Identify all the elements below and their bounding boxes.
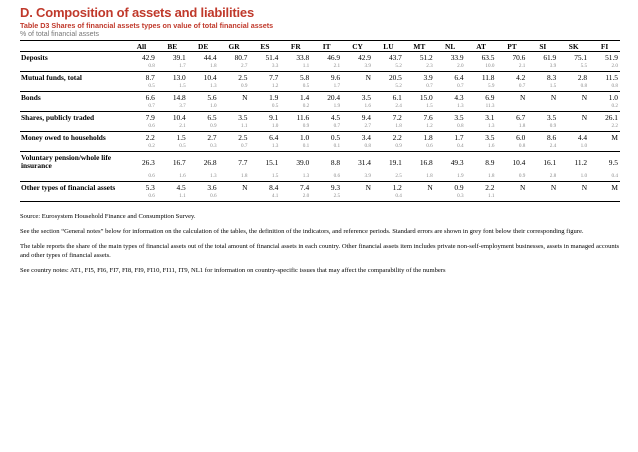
value-cell: N <box>550 182 557 192</box>
value-cell: 3.5 <box>485 132 495 142</box>
row-label: Bonds <box>21 92 41 102</box>
standard-error-cell: 0.6 <box>404 142 435 152</box>
value-cell: 61.9 <box>543 52 557 62</box>
value-cell: 9.6 <box>330 72 341 82</box>
standard-error-cell: 11.3 <box>466 102 497 112</box>
value-cell: 4.3 <box>454 92 464 102</box>
standard-error-cell: 0.8 <box>126 62 157 72</box>
row-label: Shares, publicly traded <box>21 112 95 122</box>
value-cell: 1.9 <box>269 92 279 102</box>
value-cell: 5.8 <box>300 72 310 82</box>
standard-error-cell <box>527 102 558 112</box>
value-cell: 31.4 <box>358 157 371 167</box>
standard-error-cell: 1.1 <box>280 62 311 72</box>
standard-error-cell: 1.6 <box>342 102 373 112</box>
standard-error-cell <box>527 192 558 202</box>
unit-label: % of total financial assets <box>20 31 99 38</box>
standard-error-cell: 0.1 <box>311 142 342 152</box>
column-header: CY <box>342 41 373 52</box>
value-cell: 7.2 <box>392 112 402 122</box>
standard-error-cell: 1.3 <box>188 82 219 92</box>
value-cell: 33.9 <box>450 52 464 62</box>
standard-error-cell: 1.0 <box>558 142 589 152</box>
standard-error-cell <box>497 192 528 202</box>
standard-error-cell <box>219 102 250 112</box>
standard-error-cell: 0.6 <box>126 172 157 182</box>
value-cell: 44.4 <box>203 52 217 62</box>
value-cell: 7.7 <box>269 72 279 82</box>
value-cell: N <box>520 182 526 192</box>
standard-error-cell: 0.5 <box>250 102 281 112</box>
se-label-cell <box>20 62 126 72</box>
table-description-note: The table reports the share of the main types of financial assets out of the total amount of financial assets in each country. Other financial assets item includes private non-self-employment businesses, assets in managed accounts and other types of financial assets. <box>20 243 620 259</box>
standard-error-cell: 10.0 <box>466 62 497 72</box>
standard-error-cell: 0.8 <box>558 82 589 92</box>
value-cell: 63.5 <box>481 52 495 62</box>
standard-error-cell <box>342 192 373 202</box>
source-note: Source: Eurosystem Household Finance and Consumption Survey. <box>20 213 196 220</box>
value-cell: 3.5 <box>454 112 464 122</box>
standard-error-cell: 1.5 <box>404 102 435 112</box>
value-cell: 19.1 <box>388 157 402 167</box>
standard-error-cell: 2.4 <box>527 142 558 152</box>
value-cell: 3.4 <box>361 132 371 142</box>
value-cell: 1.4 <box>300 92 310 102</box>
standard-error-cell: 2.2 <box>589 122 620 132</box>
standard-error-cell: 2.8 <box>527 172 558 182</box>
standard-error-cell: 0.6 <box>126 192 157 202</box>
standard-error-cell <box>589 192 620 202</box>
table-row <box>20 182 620 193</box>
column-header: DE <box>188 41 219 52</box>
standard-error-cell: 1.8 <box>188 62 219 72</box>
standard-error-cell: 0.9 <box>188 122 219 132</box>
standard-error-cell: 2.1 <box>157 122 188 132</box>
standard-error-cell: 1.3 <box>188 172 219 182</box>
standard-error-cell: 1.5 <box>527 82 558 92</box>
standard-error-cell: 3.9 <box>527 62 558 72</box>
value-cell: 1.2 <box>392 182 402 192</box>
value-cell: 51.2 <box>419 52 433 62</box>
value-cell: 10.4 <box>172 112 186 122</box>
standard-error-cell: 0.6 <box>126 122 157 132</box>
standard-error-cell: 0.6 <box>188 192 219 202</box>
value-cell: 6.0 <box>516 132 526 142</box>
value-cell: 1.0 <box>608 92 618 102</box>
standard-error-cell: 2.1 <box>497 62 528 72</box>
value-cell: 7.6 <box>423 112 433 122</box>
standard-error-cell: 5.9 <box>466 82 497 92</box>
value-cell: 16.8 <box>419 157 433 167</box>
standard-error-cell: 0.7 <box>311 122 342 132</box>
standard-error-cell: 1.6 <box>157 172 188 182</box>
value-cell: 1.8 <box>423 132 433 142</box>
column-header: All <box>126 41 157 52</box>
value-cell: 6.4 <box>269 132 279 142</box>
standard-error-cell: 3.3 <box>250 62 281 72</box>
standard-error-cell: 1.8 <box>219 172 250 182</box>
value-cell: 2.8 <box>577 72 588 82</box>
standard-error-cell: 1.1 <box>219 122 250 132</box>
standard-error-cell: 0.9 <box>280 122 311 132</box>
standard-error-cell: 3.9 <box>342 62 373 72</box>
table-row <box>20 72 620 83</box>
standard-error-cell: 1.5 <box>250 172 281 182</box>
standard-error-cell: 0.8 <box>342 142 373 152</box>
value-cell: 6.6 <box>145 92 155 102</box>
value-cell: N <box>520 92 526 102</box>
value-cell: 5.6 <box>207 92 217 102</box>
value-cell: N <box>365 182 371 192</box>
standard-error-cell: 1.0 <box>188 102 219 112</box>
value-cell: 3.5 <box>547 112 557 122</box>
standard-error-cell: 0.7 <box>404 82 435 92</box>
value-cell: 33.8 <box>296 52 310 62</box>
value-cell: 15.0 <box>419 92 433 102</box>
table-row <box>20 152 620 173</box>
standard-error-cell: 0.5 <box>126 82 157 92</box>
value-cell: 8.4 <box>269 182 279 192</box>
standard-error-cell <box>497 102 528 112</box>
standard-error-cell: 1.0 <box>250 122 281 132</box>
standard-error-cell <box>558 102 589 112</box>
value-cell: 6.5 <box>207 112 217 122</box>
value-cell: N <box>427 182 433 192</box>
standard-error-row <box>20 192 620 202</box>
value-cell: 26.3 <box>141 157 155 167</box>
table-title: Table D3 Shares of financial assets types on value of total financial assets <box>20 21 274 30</box>
value-cell: 11.2 <box>574 157 588 167</box>
standard-error-cell: 2.0 <box>280 192 311 202</box>
column-header: IT <box>311 41 342 52</box>
standard-error-row <box>20 82 620 92</box>
value-cell: 39.1 <box>172 52 186 62</box>
row-label: Other types of financial assets <box>21 182 116 192</box>
country-notes: See country notes: AT1, FI5, FI6, FI7, FI8, FI9, FI10, FI11, IT9, NL1 for information on country-specific issues that may affect the comparability of the numbers <box>20 267 446 274</box>
standard-error-cell: 2.5 <box>373 172 404 182</box>
table-row <box>20 52 620 63</box>
standard-error-cell: 0.9 <box>219 82 250 92</box>
standard-error-cell: 5.2 <box>373 62 404 72</box>
value-cell: 16.7 <box>172 157 186 167</box>
value-cell: 46.9 <box>327 52 341 62</box>
value-cell: 8.9 <box>485 157 495 167</box>
value-cell: 26.1 <box>605 112 618 122</box>
value-cell: 8.7 <box>145 72 155 82</box>
standard-error-cell <box>558 192 589 202</box>
standard-error-row <box>20 122 620 132</box>
value-cell: 9.4 <box>361 112 371 122</box>
value-cell: 13.0 <box>172 72 186 82</box>
standard-error-cell: 1.6 <box>466 142 497 152</box>
standard-error-cell: 0.4 <box>373 192 404 202</box>
standard-error-cell: 2.0 <box>589 62 620 72</box>
standard-error-cell: 3.7 <box>157 102 188 112</box>
standard-error-row <box>20 102 620 112</box>
value-cell: 8.8 <box>330 157 341 167</box>
document-page <box>20 5 620 281</box>
standard-error-row <box>20 142 620 152</box>
standard-error-cell: 0.7 <box>126 102 157 112</box>
value-cell: 42.9 <box>141 52 155 62</box>
standard-error-cell: 1.1 <box>157 192 188 202</box>
se-label-cell <box>20 102 126 112</box>
value-cell: 1.5 <box>176 132 186 142</box>
standard-error-cell: 0.7 <box>219 142 250 152</box>
standard-error-cell: 5.5 <box>558 62 589 72</box>
standard-error-cell: 1.7 <box>311 82 342 92</box>
standard-error-cell <box>589 142 620 152</box>
value-cell: 0.5 <box>330 132 341 142</box>
assets-table <box>20 40 620 202</box>
se-label-cell <box>20 82 126 92</box>
standard-error-cell: 0.5 <box>157 142 188 152</box>
standard-error-cell: 1.9 <box>311 102 342 112</box>
table-body <box>20 52 620 202</box>
standard-error-cell: 0.2 <box>126 142 157 152</box>
general-note: See the section “General notes” below for information on the calculation of the tables, the definition of the indicators, and reference periods. Standard errors are shown in grey font below their corresponding figure. <box>20 228 584 235</box>
value-cell: M <box>611 182 618 192</box>
value-cell: 15.1 <box>265 157 279 167</box>
value-cell: 5.3 <box>145 182 155 192</box>
value-cell: 3.5 <box>238 112 248 122</box>
standard-error-cell <box>404 192 435 202</box>
se-label-cell <box>20 122 126 132</box>
standard-error-cell: 1.3 <box>466 122 497 132</box>
standard-error-cell: 1.0 <box>558 172 589 182</box>
standard-error-cell <box>558 122 589 132</box>
value-cell: 9.3 <box>330 182 341 192</box>
value-cell: 9.5 <box>608 157 618 167</box>
se-label-cell <box>20 142 126 152</box>
standard-error-cell: 0.2 <box>280 102 311 112</box>
value-cell: 2.5 <box>238 132 248 142</box>
value-cell: 8.3 <box>547 72 557 82</box>
value-cell: 51.4 <box>265 52 279 62</box>
value-cell: 20.4 <box>327 92 341 102</box>
value-cell: 16.1 <box>543 157 557 167</box>
value-cell: 3.1 <box>485 112 495 122</box>
row-label: Money owed to households <box>21 132 106 142</box>
standard-error-cell: 1.2 <box>250 82 281 92</box>
standard-error-cell: 1.7 <box>157 62 188 72</box>
standard-error-cell: 5.2 <box>373 82 404 92</box>
standard-error-cell: 0.9 <box>527 122 558 132</box>
standard-error-cell <box>219 192 250 202</box>
column-header: FR <box>280 41 311 52</box>
standard-error-cell: 0.3 <box>188 142 219 152</box>
header-label-cell <box>20 41 126 52</box>
standard-error-cell: 0.4 <box>435 142 466 152</box>
standard-error-cell: 1.8 <box>404 172 435 182</box>
value-cell: 2.2 <box>145 132 155 142</box>
value-cell: N <box>242 182 248 192</box>
value-cell: 42.9 <box>358 52 371 62</box>
column-header: PT <box>497 41 528 52</box>
standard-error-cell: 0.2 <box>589 102 620 112</box>
value-cell: 11.6 <box>296 112 310 122</box>
standard-error-cell: 1.9 <box>435 172 466 182</box>
se-label-cell <box>20 172 126 182</box>
column-header: MT <box>404 41 435 52</box>
se-label-cell <box>20 192 126 202</box>
row-label: Voluntary pension/whole life insurance <box>21 152 112 170</box>
value-cell: 75.1 <box>574 52 588 62</box>
value-cell: 1.7 <box>454 132 464 142</box>
table-row <box>20 92 620 103</box>
standard-error-cell: 0.6 <box>311 172 342 182</box>
value-cell: 3.6 <box>207 182 217 192</box>
standard-error-cell: 1.5 <box>157 82 188 92</box>
value-cell: 7.7 <box>238 157 248 167</box>
row-label: Mutual funds, total <box>21 72 82 82</box>
value-cell: M <box>611 132 618 142</box>
value-cell: N <box>581 92 588 102</box>
column-header: FI <box>589 41 620 52</box>
value-cell: 4.5 <box>330 112 341 122</box>
standard-error-cell: 0.7 <box>435 82 466 92</box>
column-header: AT <box>466 41 497 52</box>
value-cell: 10.4 <box>512 157 526 167</box>
value-cell: 9.1 <box>269 112 279 122</box>
value-cell: 0.9 <box>454 182 464 192</box>
value-cell: 20.5 <box>388 72 402 82</box>
value-cell: 2.7 <box>207 132 217 142</box>
table-row <box>20 112 620 123</box>
value-cell: 70.6 <box>512 52 526 62</box>
standard-error-cell: 1.8 <box>466 172 497 182</box>
standard-error-cell: 0.4 <box>589 172 620 182</box>
standard-error-cell: 2.0 <box>435 62 466 72</box>
value-cell: 8.6 <box>547 132 557 142</box>
standard-error-cell: 2.7 <box>342 122 373 132</box>
value-cell: 10.4 <box>203 72 217 82</box>
standard-error-cell: 0.1 <box>280 142 311 152</box>
standard-error-cell: 2.3 <box>404 62 435 72</box>
standard-error-cell: 0.9 <box>373 142 404 152</box>
value-cell: N <box>365 72 371 82</box>
value-cell: 3.5 <box>361 92 371 102</box>
standard-error-row <box>20 172 620 182</box>
value-cell: N <box>581 182 588 192</box>
standard-error-cell: 2.7 <box>219 62 250 72</box>
standard-error-cell: 0.8 <box>435 122 466 132</box>
standard-error-cell: 2.4 <box>373 102 404 112</box>
standard-error-cell: 0.9 <box>497 172 528 182</box>
column-header: SK <box>558 41 589 52</box>
value-cell: 2.2 <box>485 182 495 192</box>
value-cell: 26.8 <box>203 157 217 167</box>
value-cell: 51.9 <box>605 52 618 62</box>
standard-error-cell: 0.7 <box>497 82 528 92</box>
standard-error-cell: 1.1 <box>466 192 497 202</box>
value-cell: 4.2 <box>516 72 526 82</box>
value-cell: 80.7 <box>234 52 248 62</box>
value-cell: 3.9 <box>423 72 433 82</box>
table-header-row <box>20 41 620 52</box>
standard-error-cell: 1.2 <box>404 122 435 132</box>
column-header: SI <box>527 41 558 52</box>
standard-error-cell: 2.1 <box>311 62 342 72</box>
value-cell: 11.5 <box>605 72 618 82</box>
value-cell: N <box>242 92 248 102</box>
value-cell: 39.0 <box>296 157 310 167</box>
standard-error-cell: 0.5 <box>280 82 311 92</box>
column-header: GR <box>219 41 250 52</box>
value-cell: 6.9 <box>485 92 495 102</box>
table-row <box>20 132 620 143</box>
value-cell: 4.4 <box>577 132 588 142</box>
value-cell: 7.9 <box>145 112 155 122</box>
standard-error-cell: 0.8 <box>589 82 620 92</box>
standard-error-cell: 3.9 <box>342 172 373 182</box>
column-header: ES <box>250 41 281 52</box>
value-cell: 49.3 <box>450 157 464 167</box>
column-header: BE <box>157 41 188 52</box>
standard-error-cell: 0.3 <box>435 192 466 202</box>
value-cell: 6.4 <box>454 72 464 82</box>
standard-error-row <box>20 62 620 72</box>
value-cell: 11.8 <box>481 72 495 82</box>
standard-error-cell: 1.3 <box>250 142 281 152</box>
row-label: Deposits <box>21 52 48 62</box>
column-header: NL <box>435 41 466 52</box>
standard-error-cell: 1.8 <box>373 122 404 132</box>
notes-block <box>20 212 620 275</box>
standard-error-cell: 2.5 <box>311 192 342 202</box>
standard-error-cell: 1.8 <box>497 122 528 132</box>
column-header: LU <box>373 41 404 52</box>
value-cell: 2.5 <box>238 72 248 82</box>
value-cell: 43.7 <box>388 52 402 62</box>
value-cell: 6.1 <box>392 92 402 102</box>
standard-error-cell: 0.8 <box>497 142 528 152</box>
standard-error-cell: 4.1 <box>250 192 281 202</box>
section-title: D. Composition of assets and liabilities <box>20 5 254 20</box>
value-cell: N <box>581 112 588 122</box>
standard-error-cell: 1.3 <box>435 102 466 112</box>
value-cell: 2.2 <box>392 132 402 142</box>
value-cell: N <box>550 92 557 102</box>
value-cell: 4.5 <box>176 182 186 192</box>
value-cell: 7.4 <box>300 182 310 192</box>
standard-error-cell: 1.3 <box>280 172 311 182</box>
value-cell: 1.0 <box>300 132 310 142</box>
value-cell: 14.8 <box>172 92 186 102</box>
standard-error-cell <box>342 82 373 92</box>
value-cell: 6.7 <box>516 112 526 122</box>
